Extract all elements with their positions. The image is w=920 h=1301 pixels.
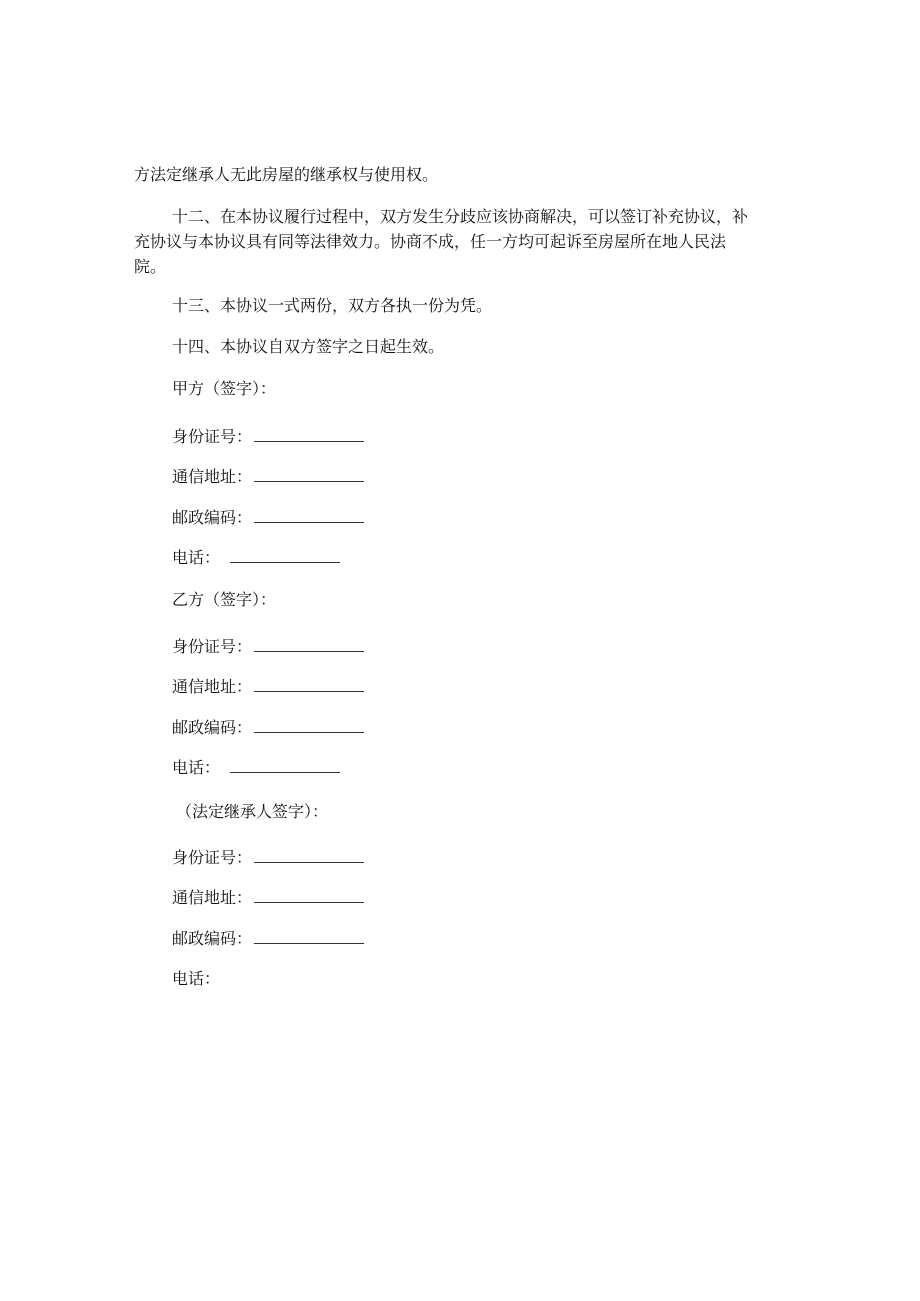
phone-label: 电话：: [172, 758, 221, 777]
heir-address-row: [172, 888, 364, 908]
heir-postal-row: [172, 929, 364, 949]
party-a-phone-row: [172, 548, 340, 568]
clause-12-line-2: [134, 232, 726, 252]
clause-14: [172, 337, 444, 357]
party-a-address-row: [172, 467, 364, 487]
postal-label: 邮政编码：: [172, 508, 253, 527]
address-label: 通信地址：: [172, 467, 253, 486]
address-blank-field[interactable]: [254, 467, 364, 482]
heir-id-row: [172, 848, 364, 868]
postal-blank-field[interactable]: [254, 508, 364, 523]
party-a-id-row: [172, 427, 364, 447]
id-label: 身份证号：: [172, 848, 253, 867]
party-b-signature-label: 乙方（签字）：: [172, 590, 277, 609]
party-b-address-row: [172, 677, 364, 697]
party-a-heading: [172, 379, 276, 399]
id-label: 身份证号：: [172, 427, 253, 446]
id-blank-field[interactable]: [254, 427, 364, 442]
paragraph-text: 方法定继承人无此房屋的继承权与使用权。: [134, 165, 439, 184]
id-label: 身份证号：: [172, 637, 253, 656]
clause-13: [172, 296, 492, 316]
clause-text: 院。: [134, 257, 167, 276]
party-b-id-row: [172, 637, 364, 657]
address-label: 通信地址：: [172, 888, 253, 907]
address-blank-field[interactable]: [254, 677, 364, 692]
postal-blank-field[interactable]: [254, 929, 364, 944]
address-label: 通信地址：: [172, 677, 253, 696]
party-a-postal-row: [172, 508, 364, 528]
clause-text: 十三、本协议一式两份，双方各执一份为凭。: [172, 296, 493, 315]
party-a-signature-label: 甲方（签字）：: [172, 379, 277, 398]
clause-12-line-3: [134, 257, 166, 277]
party-b-phone-row: [172, 758, 340, 778]
heir-signature-label: （法定继承人签字）：: [176, 802, 329, 821]
id-blank-field[interactable]: [254, 848, 364, 863]
paragraph-continuation: [134, 165, 438, 185]
phone-label: 电话：: [172, 548, 221, 567]
phone-blank-field[interactable]: [230, 758, 340, 773]
heir-phone-row: [172, 969, 220, 989]
phone-blank-field[interactable]: [230, 548, 340, 563]
postal-label: 邮政编码：: [172, 929, 253, 948]
clause-12-line-1: [172, 207, 748, 227]
clause-text: 十二、在本协议履行过程中，双方发生分歧应该协商解决，可以签订补充协议，补: [172, 207, 749, 226]
clause-text: 充协议与本协议具有同等法律效力。协商不成，任一方均可起诉至房屋所在地人民法: [134, 232, 727, 251]
party-b-postal-row: [172, 718, 364, 738]
party-b-heading: [172, 590, 276, 610]
phone-label: 电话：: [172, 969, 221, 988]
address-blank-field[interactable]: [254, 888, 364, 903]
postal-label: 邮政编码：: [172, 718, 253, 737]
id-blank-field[interactable]: [254, 637, 364, 652]
clause-text: 十四、本协议自双方签字之日起生效。: [172, 337, 445, 356]
heir-heading: [176, 802, 328, 822]
postal-blank-field[interactable]: [254, 718, 364, 733]
